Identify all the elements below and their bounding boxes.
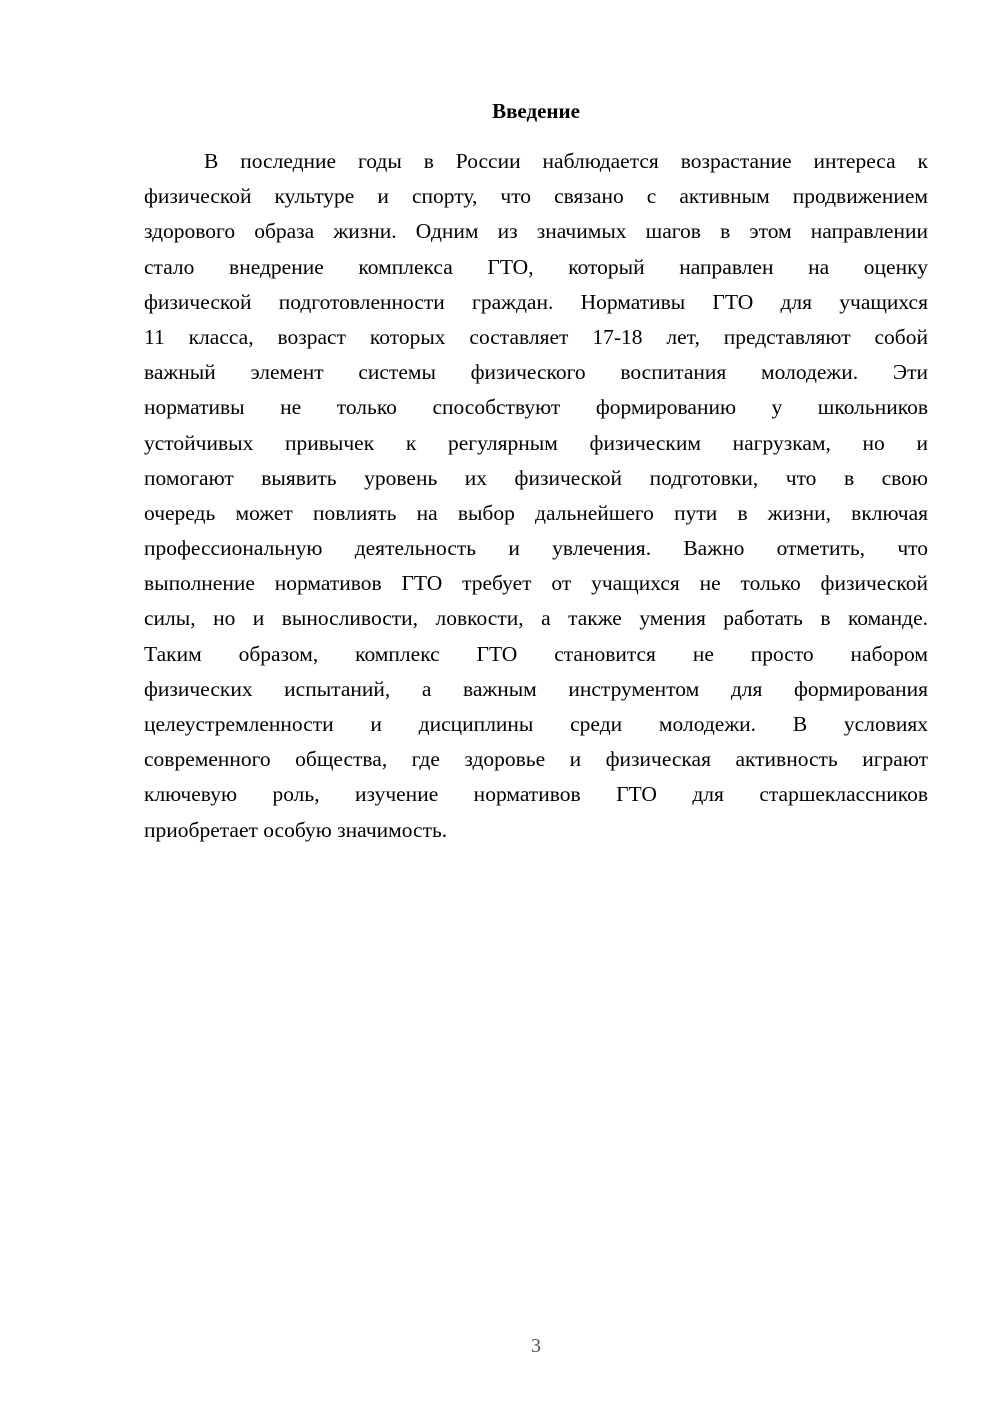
page-number: 3 (531, 1335, 541, 1357)
body-paragraph (144, 144, 928, 848)
paragraph-line: целеустремленности и дисциплины среди молодежи. В условиях (144, 712, 928, 736)
paragraph-line: физической подготовленности граждан. Нормативы ГТО для учащихся (144, 289, 928, 314)
paragraph-line: важный элемент системы физического воспитания молодежи. Эти (144, 360, 928, 385)
paragraph-line: здорового образа жизни. Одним из значимых шагов в этом направлении (144, 219, 928, 244)
paragraph-line: В последние годы в России наблюдается возрастание интереса к (204, 149, 928, 173)
paragraph-line: ключевую роль, изучение нормативов ГТО для старшеклассников (144, 782, 928, 807)
paragraph-line: силы, но и выносливости, ловкости, а также умения работать в команде. (144, 606, 928, 631)
paragraph-line: физических испытаний, а важным инструментом для формирования (144, 676, 928, 701)
paragraph-line: стало внедрение комплекса ГТО, который направлен на оценку (144, 254, 928, 279)
paragraph-line: устойчивых привычек к регулярным физическим нагрузкам, но и (144, 430, 928, 455)
paragraph-line: нормативы не только способствуют формированию у школьников (144, 395, 928, 420)
paragraph-line: физической культуре и спорту, что связано с активным продвижением (144, 184, 928, 209)
paragraph-line: 11 класса, возраст которых составляет 17-18 лет, представляют собой (144, 324, 928, 349)
section-heading: Введение (492, 99, 580, 123)
paragraph-line: профессиональную деятельность и увлечения. Важно отметить, что (144, 536, 928, 561)
paragraph-line: Таким образом, комплекс ГТО становится не просто набором (144, 641, 928, 666)
paragraph-line: очередь может повлиять на выбор дальнейшего пути в жизни, включая (144, 500, 928, 525)
paragraph-line: помогают выявить уровень их физической подготовки, что в свою (144, 465, 928, 490)
paragraph-line: выполнение нормативов ГТО требует от учащихся не только физической (144, 571, 928, 596)
paragraph-line: приобретает особую значимость. (144, 817, 448, 842)
paragraph-line: современного общества, где здоровье и физическая активность играют (144, 747, 928, 772)
